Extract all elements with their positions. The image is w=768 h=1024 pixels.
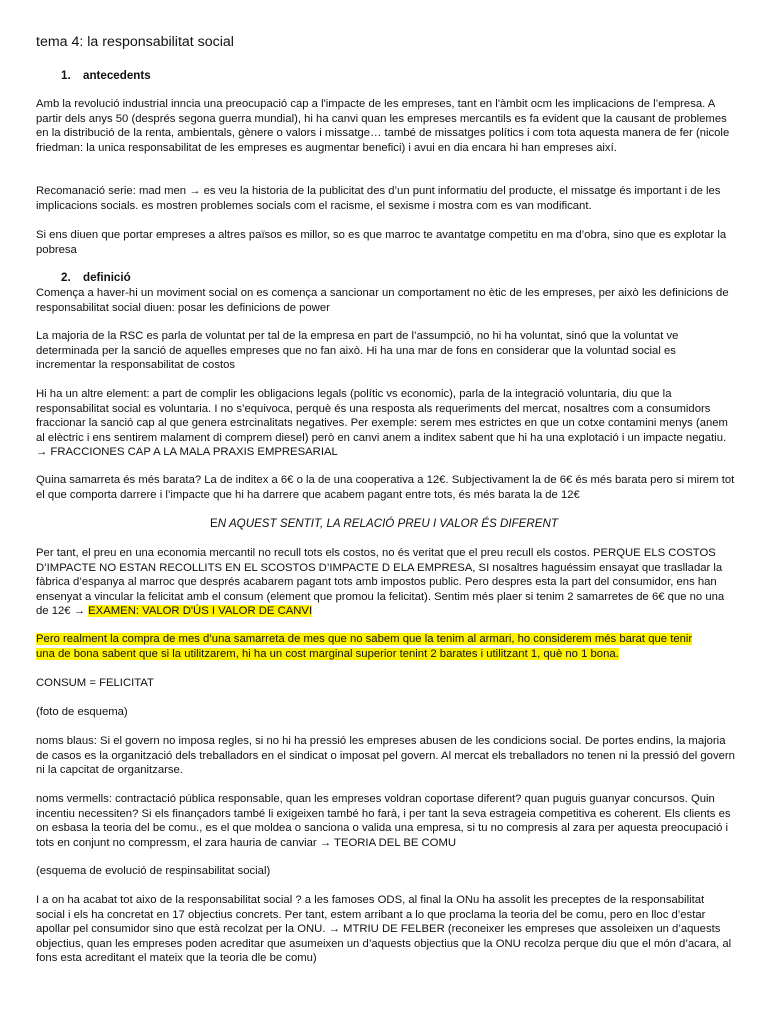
paragraph: (esquema de evolució de respinsabilitat social) [36, 865, 271, 877]
paragraph: Quina samarreta és més barata? La de inditex a 6€ o la de una cooperativa a 12€. Subjectivament la de 6€ és més barata pero si mirem tot el que comporta darrere i l’impacte que hi ha darrere que acabem pagant entre tots, és més barata la de 12€ [36, 474, 735, 501]
section-title: antecedents [83, 69, 151, 82]
section-heading-antecedents [61, 69, 151, 84]
paragraph: (foto de esquema) [36, 706, 128, 718]
highlighted-exam-note: EXAMEN: VALOR D'ÚS I VALOR DE CANVI [88, 605, 313, 618]
paragraph-with-highlight [36, 546, 736, 619]
section-title: definició [83, 271, 131, 284]
paragraph: La majoria de la RSC es parla de voluntat per tal de la empresa en part de l’assumpció, no hi ha voluntat, sinó que la voluntat ve determinada per la sanció de aquelles empreses que no fan això. Hi ha una mar de fons en considerar que la voluntad social es incrementar la responsabilitat de costos [36, 330, 679, 372]
highlighted-line: Pero realment la compra de mes d’una samarreta de mes que no sabem que la tenim al armari, ho considerem més barat que tenir [36, 633, 693, 645]
paragraph: Hi ha un altre element: a part de complir les obligacions legals (polític vs economic), parla de la integració voluntaria, diu que la responsabilitat social es voluntaria. I no s’equivoca, perquè és una resposta als requeriments del mercat, nosaltres com a consumidors fraccionar la sanció cap al que genera estrcinalitats negatives. Per exemple: serem mes estrictes en que un cotxe contamini menys (anem al elèctric i ens sentirem malament di comprem diesel) però en canvi anem a inditex sabent que hi ha una explotació i un impacte negatiu. → FRACCIONES CAP A LA MALA PRAXIS EMPRESARIAL [36, 388, 728, 459]
paragraph: Recomanació serie: mad men → es veu la historia de la publicitat des d’un punt informatiu del producte, el missatge és important i de les implicacions socials. es mostren problemes socials com el racisme, el sexisme i mostra com es van modificant. [36, 185, 721, 212]
section-number: 1. [61, 69, 71, 82]
highlighted-paragraph [36, 632, 736, 661]
section-heading-definicio [61, 271, 131, 286]
centered-statement [36, 517, 732, 532]
paragraph: Comença a haver-hi un moviment social on es comença a sancionar un comportament no ètic de les empreses, per això les definicions de responsabilitat social diuen: posar les definicions de power [36, 287, 729, 314]
paragraph: I a on ha acabat tot aixo de la responsabilitat social ? a les famoses ODS, al final la ONu ha assolit les preceptes de la responsabilitat social i els ha concretat en 17 objectius concrets. Per tant, estem arribant a lo que proclama la teoria del be comu, pero en lloc d’estar apollar pel consumidor sino que està recolzat per la ONU. → MTRIU DE FELBER (reconeixer les empreses que assoleixen un d’aquests objectius, quan les empreses poden acreditar que asumeixen un d’aquests objectius que la ONU recolza perque diu que el món d’acara, al fons esta acreditant el mateix que la teoria dle be comu) [36, 894, 732, 965]
centered-statement-initial: E [210, 517, 218, 530]
paragraph: Amb la revolució industrial inncia una preocupació cap a l'impacte de les empreses, tant en l'àmbit ocm les implicacions de l’empresa. A partir dels anys 50 (després segona guerra mundial), hi ha canvi quan les empreses mercantils es fa evident que la causant de problemes en la distribució de la renta, ambientals, gènere o valors i missatge… també de missatges polítics i com tota aquesta manera de fer (nicole friedman: la unica responsabilitat de les empreses es augmentar benefici) i avui en dia encara hi han empreses així. [36, 98, 730, 154]
paragraph: CONSUM = FELICITAT [36, 677, 154, 689]
centered-statement-text: N AQUEST SENTIT, LA RELACIÓ PREU I VALOR ÉS DIFERENT [217, 517, 558, 530]
paragraph-text: Per tant, el preu en una economia mercantil no recull tots els costos, no és veritat que el preu recull els costos. PERQUE ELS COSTOS D’IMPACTE NO ESTAN RECOLLITS EN EL SCOSTOS D’IMPACTE D ELA EMPRESA, SI nosaltres haguéssim ensayat que traslladar la fàbrica d’espanya al marroc que després acabarem pagant tots amb impostos public. Pero despres esta la part del consumidor, ens han ensenyat a vincular la felicitat amb el consum (element que promou la felicitat). Sentim més plaer si tenim 2 samarretes de 6€ que no una de 12€ → [36, 547, 725, 618]
paragraph: noms blaus: Si el govern no imposa regles, si no hi ha pressió les empreses abusen de les condicions social. De portes endins, la majoria de casos es la organització dels treballadors en el sindicat o imposat pel govern. Al mercat els treballadors no tenen ni la pressió del govern ni la capcitat de organitzarse. [36, 735, 735, 777]
document-title: tema 4: la responsabilitat social [36, 34, 234, 50]
paragraph: Si ens diuen que portar empreses a altres països es millor, so es que marroc te avantatge competitu en ma d’obra, sino que es explotar la pobresa [36, 229, 727, 256]
highlighted-line: una de bona sabent que si la utilitzarem, hi ha un cost marginal superior tenint 2 barates i utilitzant 1, què no 1 bona. [36, 647, 619, 660]
paragraph: noms vermells: contractació pública responsable, quan les empreses voldran coportase diferent? quan puguis guanyar concursos. Quin incentiu necessiten? Si els finançadors també li exigeixen també ho farà, i per tant la seva estrageia competitiva es coherent. Els clients es on esbasa la teoria del be comu., es el que moldea o sanciona o valida una empresa, si tu no compresis al zara per aquesta preocupació i tots en conjunt no compressm, el zara hauria de canviar → TEORIA DEL BE COMU [36, 793, 731, 849]
section-number: 2. [61, 271, 71, 284]
